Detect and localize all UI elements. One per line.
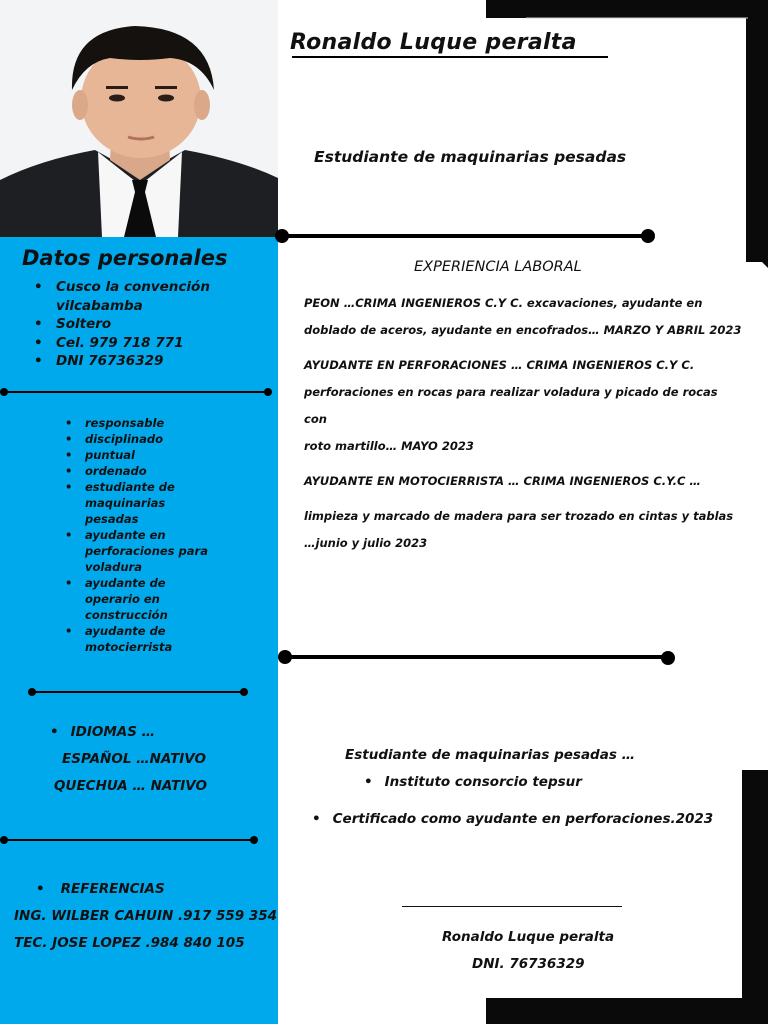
profile-photo	[0, 0, 278, 237]
skill-item: • responsable	[85, 415, 215, 431]
divider-dot-right	[641, 229, 655, 243]
languages-heading: IDIOMAS …	[70, 724, 156, 740]
signature-dni: DNI. 76736329	[472, 956, 585, 972]
sidebar-divider-2	[32, 691, 244, 693]
experience-line: limpieza y marcado de madera para ser trozado en cintas y tablas	[304, 509, 734, 523]
languages-heading-row	[50, 724, 155, 740]
skill-item: • ayudante de operario en construcción	[85, 575, 215, 623]
skill-item: • ayudante en perforaciones para voladura	[85, 527, 215, 575]
divider-dot	[240, 688, 248, 696]
bullet: •	[36, 881, 45, 897]
references-heading: REFERENCIAS	[60, 881, 165, 897]
divider-dot	[264, 388, 272, 396]
skill-item: • ordenado	[85, 463, 215, 479]
experience-line: doblado de aceros, ayudante en encofrados… MARZO Y ABRIL 2023	[304, 323, 742, 337]
personal-location: • Cusco la convención vilcabamba	[56, 278, 256, 315]
subtitle: Estudiante de maquinarias pesadas	[314, 148, 627, 166]
portrait-image	[0, 0, 278, 237]
name-underline	[292, 56, 608, 58]
language-quechua: QUECHUA … NATIVO	[54, 778, 207, 794]
personal-list	[56, 278, 256, 371]
signature-line	[402, 906, 622, 907]
sidebar-divider-1	[4, 391, 268, 393]
skill-item: • ayudante de motocierrista	[85, 623, 215, 655]
experience-line: AYUDANTE EN PERFORACIONES … CRIMA INGENIEROS C.Y C.	[304, 358, 695, 372]
experience-heading: EXPERIENCIA LABORAL	[414, 259, 582, 275]
reference-2: TEC. JOSE LOPEZ .984 840 105	[14, 935, 245, 951]
experience-line: …junio y julio 2023	[304, 536, 428, 550]
section-divider-education	[288, 655, 670, 659]
personal-dni: • DNI 76736329	[56, 352, 256, 371]
personal-status: • Soltero	[56, 315, 256, 334]
education-institute: Instituto consorcio tepsur	[384, 774, 582, 790]
experience-line: roto martillo… MAYO 2023	[304, 439, 474, 453]
skill-item: • estudiante de maquinarias pesadas	[85, 479, 215, 527]
education-institute-row	[364, 774, 582, 790]
experience-line: perforaciones en rocas para realizar voladura y picado de rocas con	[304, 385, 718, 426]
reference-1: ING. WILBER CAHUIN .917 559 354	[14, 908, 278, 924]
personal-heading: Datos personales	[22, 246, 228, 270]
education-certificate-row	[312, 811, 713, 827]
skills-list	[85, 415, 215, 655]
education-title: Estudiante de maquinarias pesadas …	[345, 747, 636, 763]
sidebar-divider-3	[4, 839, 256, 841]
bullet: •	[364, 774, 373, 790]
divider-dot	[250, 836, 258, 844]
experience-line: AYUDANTE EN MOTOCIERRISTA … CRIMA INGENIEROS C.Y.C …	[304, 474, 701, 488]
bullet: •	[312, 811, 321, 827]
signature-name: Ronaldo Luque peralta	[442, 929, 615, 945]
bullet: •	[50, 724, 59, 740]
experience-line: PEON …CRIMA INGENIEROS C.Y C. excavaciones, ayudante en	[304, 296, 703, 310]
skill-item: • disciplinado	[85, 431, 215, 447]
frame-corner-bottom	[486, 770, 768, 1024]
experience-block	[304, 290, 744, 557]
candidate-name: Ronaldo Luque peralta	[290, 30, 577, 55]
section-divider-experience	[284, 234, 648, 238]
references-heading-row	[36, 881, 165, 897]
personal-phone: • Cel. 979 718 771	[56, 334, 256, 353]
language-spanish: ESPAÑOL …NATIVO	[62, 751, 206, 767]
divider-dot-right	[661, 651, 675, 665]
skill-item: • puntual	[85, 447, 215, 463]
education-certificate: Certificado como ayudante en perforaciones.2023	[332, 811, 714, 827]
